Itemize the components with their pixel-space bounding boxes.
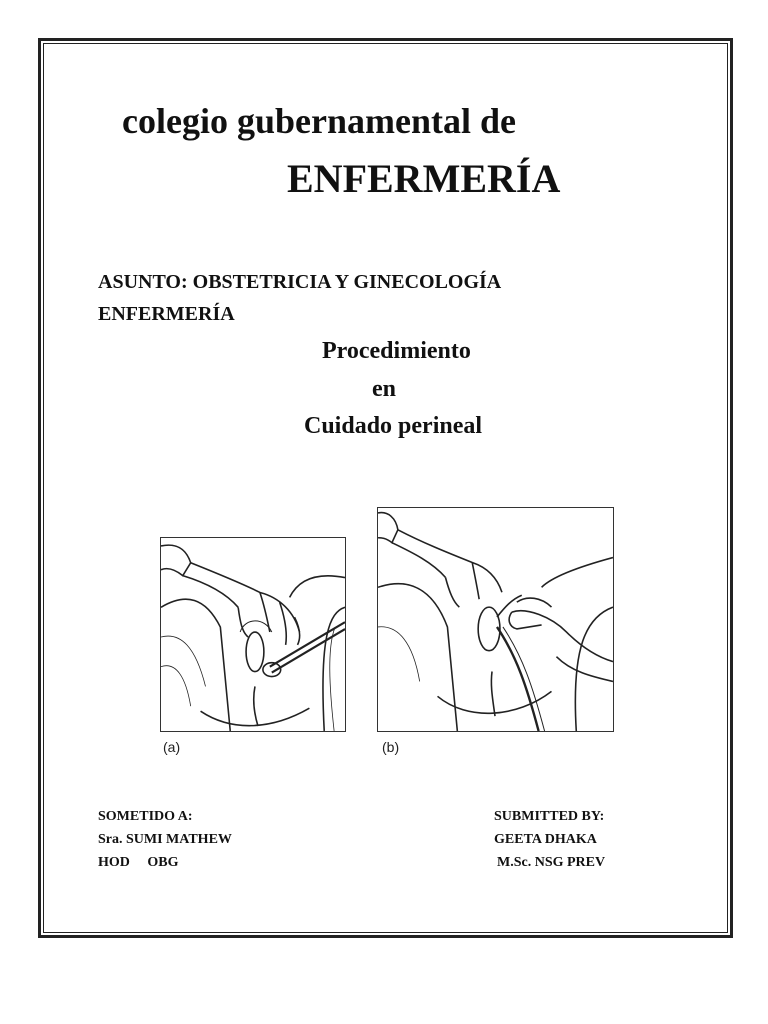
submitted-to-role: HOD OBG [98, 855, 179, 870]
submitted-by-name: GEETA DHAKA [494, 832, 597, 847]
figure-b-perineal-irrigation-illustration [377, 507, 614, 732]
submitted-by-label: SUBMITTED BY: [494, 809, 605, 824]
subject-line2: ENFERMERÍA [98, 303, 235, 325]
college-title-line1: colegio gubernamental de [122, 101, 516, 141]
submitted-by-role: M.Sc. NSG PREV [497, 855, 606, 870]
subject-line1: ASUNTO: OBSTETRICIA Y GINECOLOGÍA [98, 271, 502, 293]
figure-a-caption: (a) [163, 739, 181, 755]
submitted-to-name: Sra. SUMI MATHEW [98, 832, 232, 847]
figure-b-caption: (b) [382, 739, 400, 755]
procedure-line1: Procedimiento [322, 338, 471, 364]
procedure-line3: Cuidado perineal [304, 413, 483, 439]
college-title-line2: ENFERMERÍA [287, 156, 561, 201]
figure-a-perineal-swab-illustration [160, 537, 346, 732]
submitted-to-label: SOMETIDO A: [98, 809, 193, 824]
procedure-line2: en [372, 376, 396, 402]
